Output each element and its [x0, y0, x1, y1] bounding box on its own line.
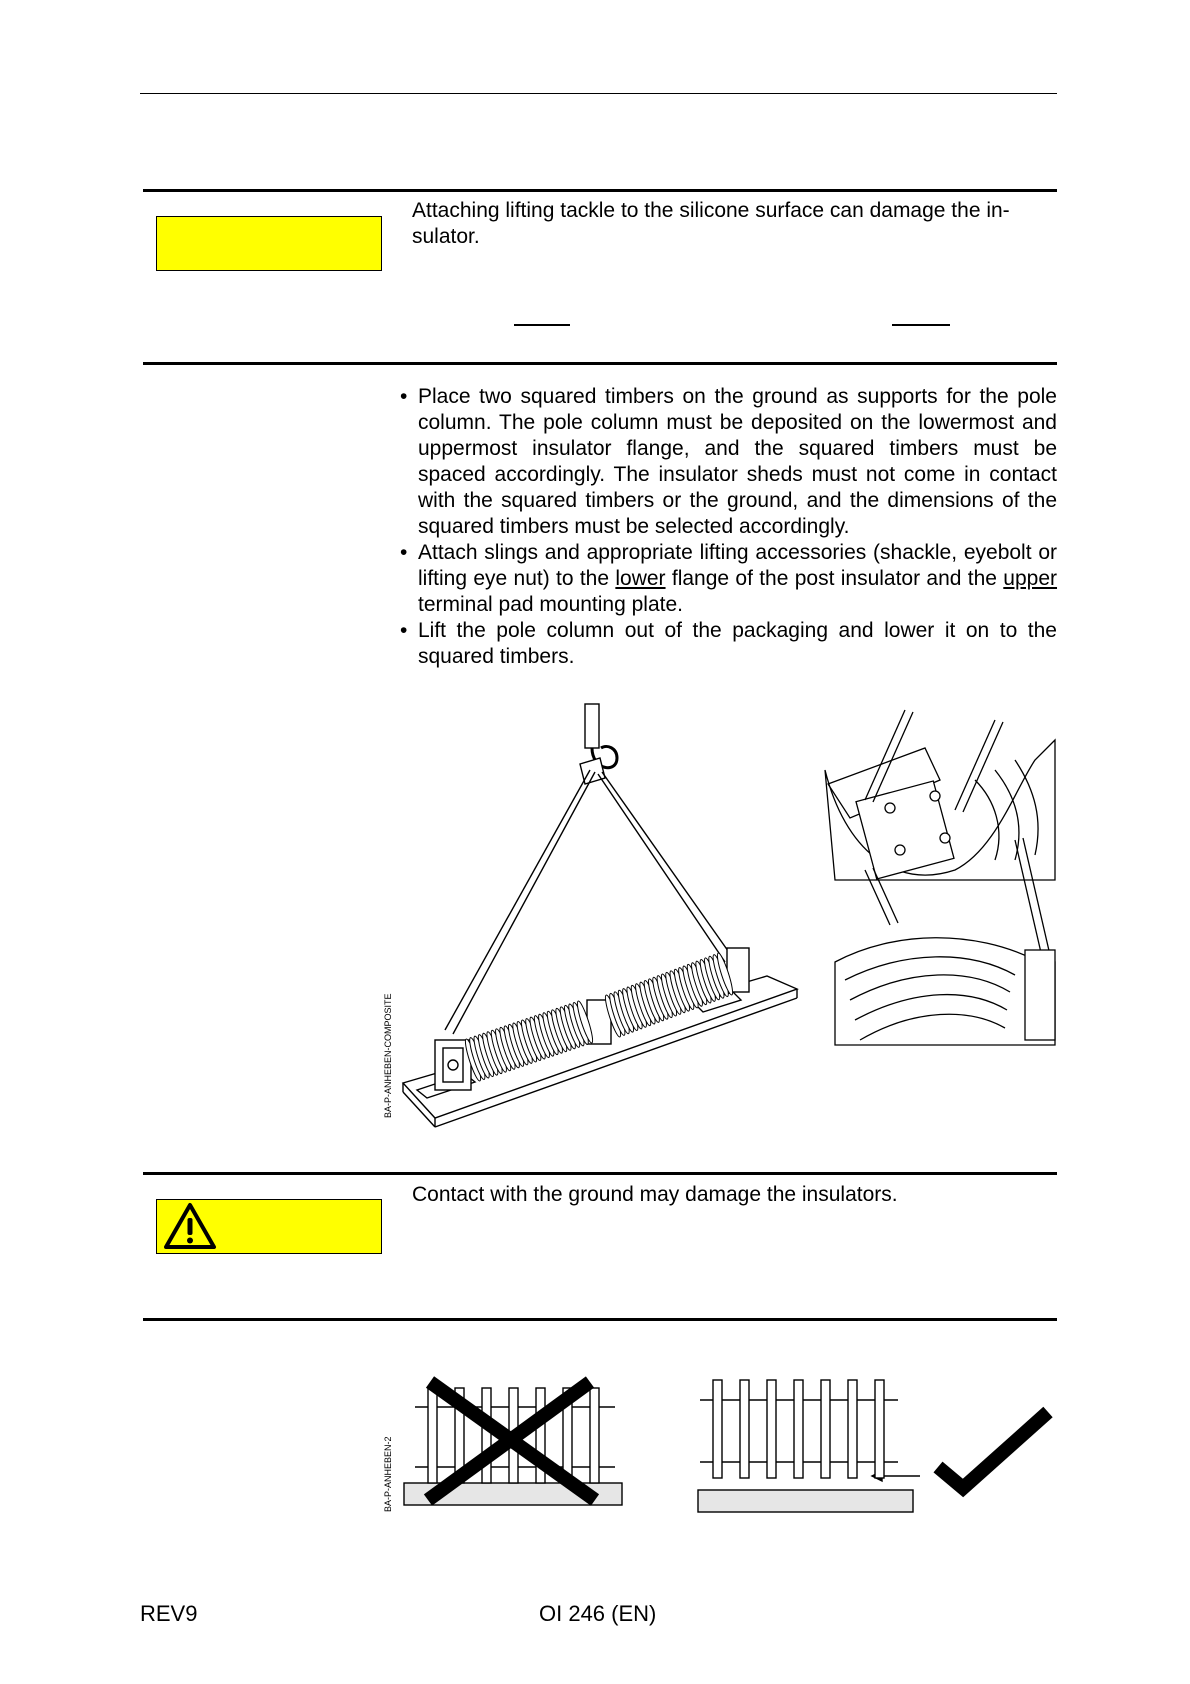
notice2-warning-label — [156, 1199, 382, 1254]
notice1-bottom-rule — [143, 362, 1057, 365]
insulator-shed — [767, 1380, 776, 1478]
footer-revision: REV9 — [140, 1601, 198, 1626]
notice1-line2: sulator. — [412, 225, 480, 248]
insulator-shed — [590, 1388, 599, 1483]
notice1-top-rule — [143, 189, 1057, 192]
instruction-item: • Attach slings and appropriate lifting accessories (shackle, eyebolt or lifting eye nut) to the lower flange of the post insulator and the upper terminal pad mounting plate. — [400, 540, 1057, 618]
insulator-shed — [848, 1380, 857, 1478]
figure2-label: BA-P-ANHEBEN-2 — [383, 1436, 393, 1512]
instruction-item: • Lift the pole column out of the packaging and lower it on to the squared timbers. — [400, 618, 1057, 670]
placement-illustration — [400, 1370, 1060, 1520]
notice1-mark-right — [892, 324, 950, 326]
underlined-lower: lower — [615, 567, 666, 590]
notice2-bottom-rule — [143, 1318, 1057, 1321]
notice1-warning-label — [156, 216, 382, 271]
notice2-text: Contact with the ground may damage the insulators. — [412, 1183, 898, 1206]
insulator-shed — [875, 1380, 884, 1478]
notice2-top-rule — [143, 1172, 1057, 1175]
insulator-shed — [482, 1388, 491, 1483]
notice1-line1: Attaching lifting tackle to the silicone surface can damage the in- — [412, 199, 1010, 222]
check-mark-icon — [938, 1412, 1048, 1488]
insulator-shed — [794, 1380, 803, 1478]
header-rule — [140, 93, 1057, 94]
insulator-shed — [821, 1380, 830, 1478]
instruction-list — [400, 384, 1057, 670]
warning-triangle-icon — [163, 1202, 217, 1250]
underlined-upper: upper — [1003, 567, 1058, 590]
insulator-shed — [428, 1388, 437, 1483]
insulator-shed — [740, 1380, 749, 1478]
notice1-text — [412, 198, 1057, 250]
instruction-item: • Place two squared timbers on the ground as supports for the pole column. The pole column must be deposited on the lowermost and uppermost insulator flange, and the squared timbers must be spaced accordingly. The insulator sheds must not come in contact with the squared timbers or the ground, and the dimensions of the squared timbers must be selected accordingly. — [400, 384, 1057, 540]
footer-document-id: OI 246 (EN) — [539, 1601, 657, 1626]
insulator-shed — [713, 1380, 722, 1478]
notice1-mark-left — [514, 324, 570, 326]
figure1-label: BA-P-ANHEBEN-COMPOSITE — [383, 993, 393, 1118]
lifting-illustration — [395, 700, 1065, 1130]
